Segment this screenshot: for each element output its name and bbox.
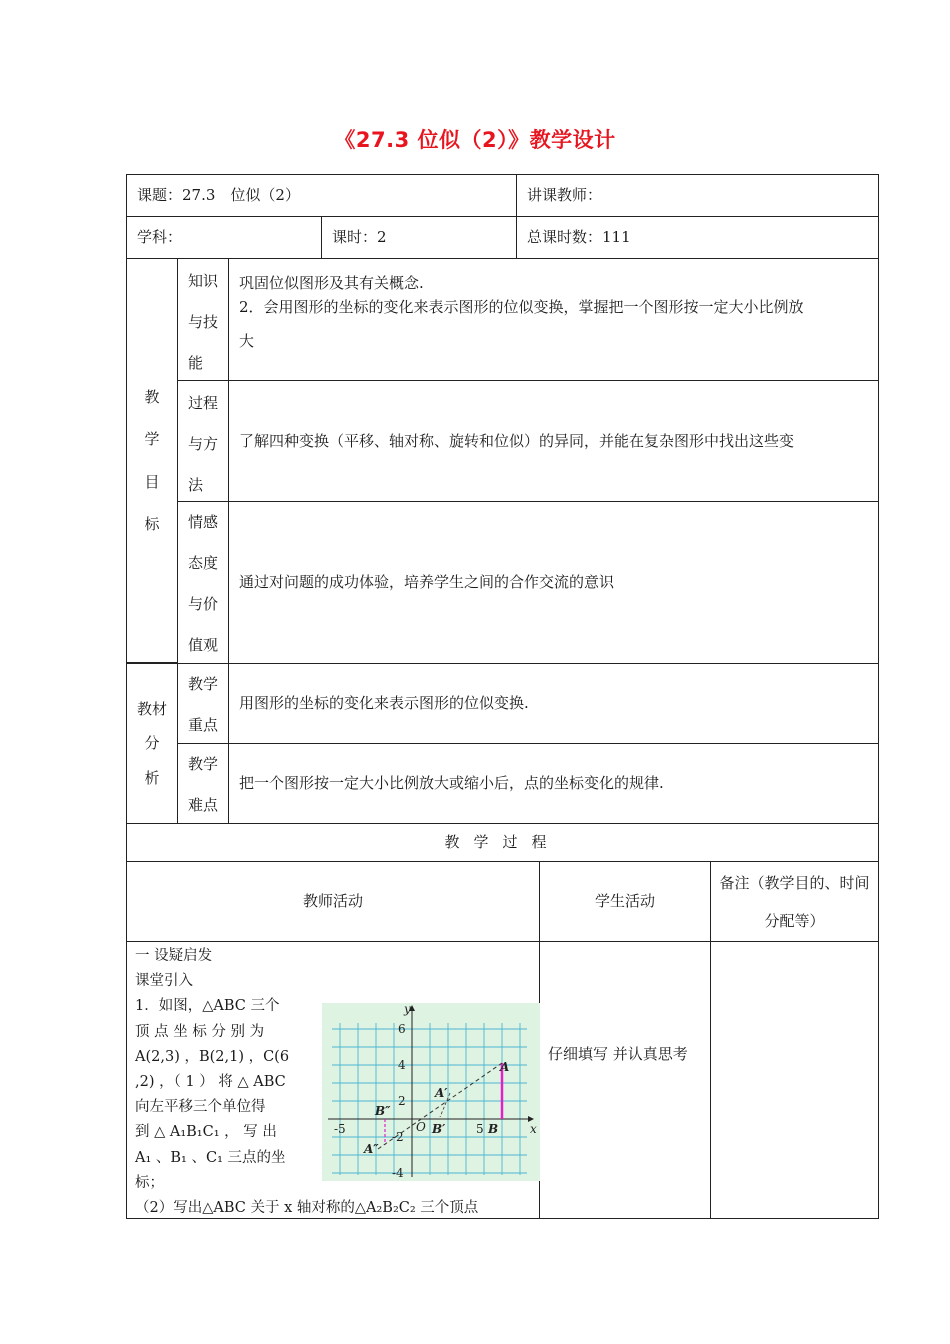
lesson-topic: 课题：27.3 位似（2）	[137, 186, 300, 205]
student-activity-cell	[539, 941, 711, 1219]
svg-text:B: B	[488, 1122, 499, 1136]
process-method-content: 了解四种变换（平移、轴对称、旋转和位似）的异同，并能在复杂图形中找出这些变	[228, 380, 879, 502]
svg-text:B″: B″	[375, 1104, 391, 1118]
svg-text:O: O	[416, 1120, 426, 1134]
total-cell	[516, 216, 879, 259]
attitude-label: 情感 态度 与价 值观	[177, 501, 229, 664]
teacher-cell	[516, 174, 879, 217]
subject-label: 学科：	[137, 228, 183, 247]
teacher-activity-header: 教师活动	[126, 861, 540, 942]
key-point-label: 教学 重点	[177, 663, 229, 744]
student-activity-header: 学生活动	[539, 861, 711, 942]
svg-text:A′: A′	[435, 1086, 448, 1100]
notes-header: 备注（教学目的、时间分配等）	[710, 861, 879, 942]
knowledge-label: 知识 与技 能	[177, 258, 229, 381]
svg-text:A: A	[500, 1060, 510, 1074]
key-point-content: 用图形的坐标的变化来表示图形的位似变换.	[228, 663, 879, 744]
student-activity-text: 仔细填写 并认真思考	[548, 1045, 688, 1063]
figure-background	[322, 1003, 540, 1181]
difficulty-label: 教学 难点	[177, 743, 229, 824]
difficulty-content: 把一个图形按一定大小比例放大或缩小后，点的坐标变化的规律.	[228, 743, 879, 824]
svg-text:2: 2	[398, 1094, 406, 1108]
teacher-activity-text: 一 设疑启发 课堂引入 1．如图，△ABC 三个 顶 点 坐 标 分 别 为 A(2,3) ，B(2,1) ，C(6 ,2) ，（ 1 ） 将 △ ABC 向左平移三个单位得 到 △ A₁B₁C₁ ， 写 出 A₁ 、B₁ 、C₁ 三点的坐 标； （2）写出△ABC 关于 x 轴对称的△A₂B₂C₂ 三个顶点	[135, 948, 479, 1217]
document-title: 《27.3 位似（2）》教学设计	[334, 128, 616, 152]
svg-text:A″: A″	[364, 1142, 379, 1156]
process-heading: 教学过程	[126, 823, 879, 862]
svg-text:4: 4	[398, 1058, 406, 1072]
attitude-content: 通过对问题的成功体验，培养学生之间的合作交流的意识	[228, 501, 879, 664]
notes-cell	[710, 941, 879, 1219]
knowledge-content: 巩固位似图形及其有关概念. 2．会用图形的坐标的变化来表示图形的位似变换，掌握把一个图形按一定大小比例放 大	[228, 258, 879, 381]
svg-text:x: x	[530, 1122, 537, 1136]
process-method-label: 过程 与方 法	[177, 380, 229, 502]
subject-cell	[126, 216, 322, 259]
svg-text:-2: -2	[392, 1130, 404, 1144]
svg-text:-4: -4	[392, 1166, 404, 1180]
svg-text:-5: -5	[334, 1122, 346, 1136]
svg-text:5: 5	[476, 1122, 484, 1136]
lesson-topic-cell	[126, 174, 517, 217]
teacher-label: 讲课教师：	[527, 186, 603, 205]
svg-text:6: 6	[398, 1022, 406, 1036]
total-periods: 总课时数：111	[527, 228, 631, 247]
analysis-label: 教材 分 析	[126, 663, 178, 824]
objectives-label: 教 学 目 标	[126, 258, 178, 663]
coordinate-figure	[322, 1003, 540, 1181]
svg-text:B′: B′	[432, 1122, 446, 1136]
period-label: 课时：2	[332, 228, 387, 247]
period-cell	[321, 216, 517, 259]
svg-text:y: y	[404, 1003, 411, 1016]
